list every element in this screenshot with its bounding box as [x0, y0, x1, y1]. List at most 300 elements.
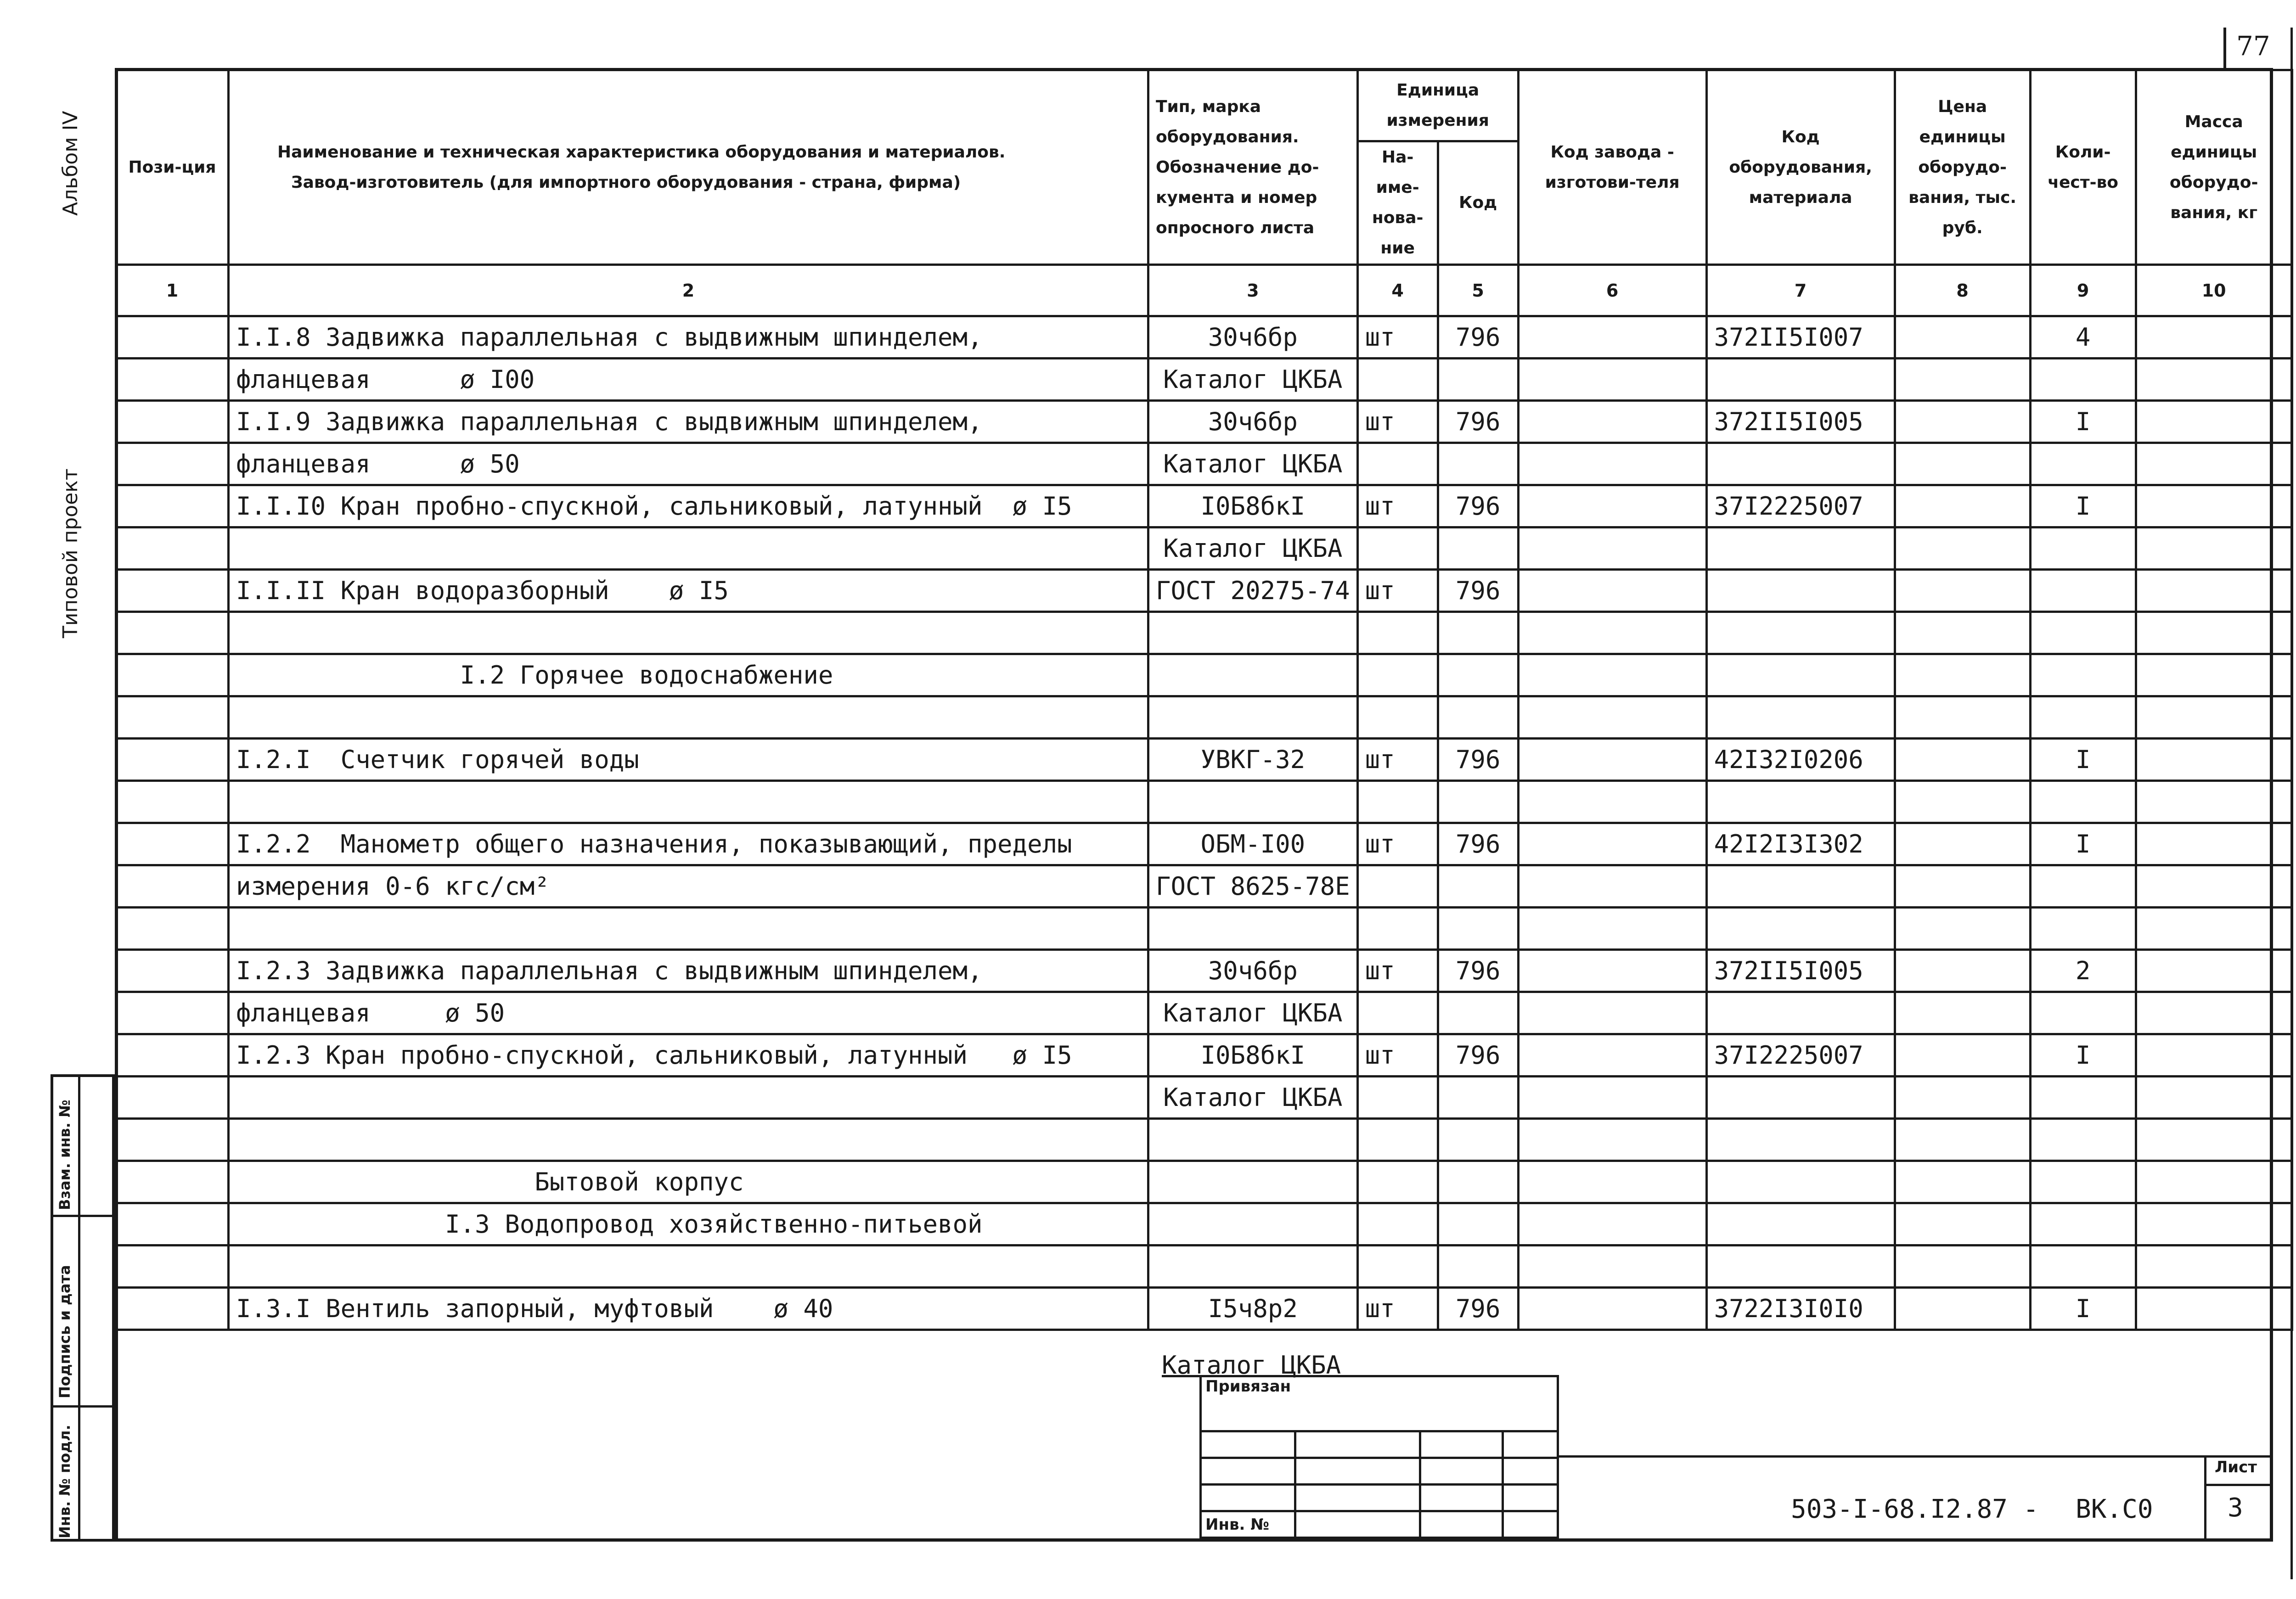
cell-qty: I: [2030, 1288, 2136, 1330]
cell-mat: [1706, 570, 1895, 612]
privyazan-label: Привязан: [1201, 1376, 1558, 1431]
cell-type: I0Б8бкI: [1148, 485, 1358, 527]
cell-type: [1148, 908, 1358, 950]
table-row: [116, 781, 2292, 823]
inv-no-label: Инв. №: [1201, 1511, 1295, 1538]
table-row: [116, 1161, 2292, 1203]
column-number-row: [116, 265, 2292, 316]
cell-name: фланцевая ø 50: [229, 443, 1148, 485]
cell-unit: шт: [1357, 401, 1438, 443]
cell-mat: 372II5I005: [1706, 401, 1895, 443]
table-row: [116, 1203, 2292, 1246]
cell-empty: [116, 527, 229, 570]
cell-qty: [2030, 654, 2136, 696]
cell-empty: [1518, 950, 1706, 992]
table-row: [116, 1077, 2292, 1119]
cell-name: I.2.I Счетчик горячей воды: [229, 739, 1148, 781]
cell-qty: I: [2030, 823, 2136, 865]
cell-code: [1438, 908, 1518, 950]
cell-unit: шт: [1357, 823, 1438, 865]
cell-unit: шт: [1357, 570, 1438, 612]
cell-mat: [1706, 992, 1895, 1034]
cell-empty: [116, 696, 229, 739]
specification-table: [115, 69, 2293, 1331]
cell-mat: [1706, 1161, 1895, 1203]
specification-body: [116, 316, 2292, 1330]
cell-mat: 3722I3I0I0: [1706, 1288, 1895, 1330]
cell-code: [1438, 443, 1518, 485]
cell-empty: [1518, 443, 1706, 485]
cell-unit: [1357, 696, 1438, 739]
cell-code: 796: [1438, 1288, 1518, 1330]
col-num-9: 9: [2030, 265, 2136, 316]
cell-type: ГОСТ 8625-78Е: [1148, 865, 1358, 908]
cell-type: Каталог ЦКБА: [1148, 992, 1358, 1034]
cell-name: I.I.II Кран водоразборный ø I5: [229, 570, 1148, 612]
project-label: Типовой проект: [59, 468, 82, 638]
table-row: [116, 527, 2292, 570]
col-num-2: 2: [229, 265, 1148, 316]
cell-unit: [1357, 781, 1438, 823]
cell-type: I5ч8р2: [1148, 1288, 1358, 1330]
cell-empty: [116, 781, 229, 823]
cell-empty: [2136, 359, 2292, 401]
header-type: Тип, марка оборудования. Обозначение до-кумента и номер опросного листа: [1148, 70, 1358, 265]
cell-empty: [1895, 485, 2030, 527]
cell-qty: I: [2030, 485, 2136, 527]
document-section: ВК.С0: [2076, 1494, 2153, 1524]
cell-type: Каталог ЦКБА: [1148, 1077, 1358, 1119]
cell-empty: [116, 443, 229, 485]
cell-empty: [116, 485, 229, 527]
cell-code: [1438, 359, 1518, 401]
cell-empty: [2136, 739, 2292, 781]
cell-empty: [1518, 316, 1706, 359]
cell-empty: [1518, 527, 1706, 570]
table-row: [116, 1246, 2292, 1288]
cell-name: I.3 Водопровод хозяйственно-питьевой: [229, 1203, 1148, 1246]
cell-empty: [2136, 1161, 2292, 1203]
table-row: [116, 316, 2292, 359]
cell-empty: [2136, 527, 2292, 570]
table-row: [116, 1119, 2292, 1161]
cell-code: 796: [1438, 739, 1518, 781]
cell-empty: [1518, 739, 1706, 781]
cell-empty: [1518, 612, 1706, 654]
cell-empty: [2136, 654, 2292, 696]
cell-mat: [1706, 1119, 1895, 1161]
cell-code: 796: [1438, 570, 1518, 612]
cell-code: [1438, 1119, 1518, 1161]
cell-unit: [1357, 359, 1438, 401]
cell-empty: [1895, 570, 2030, 612]
cell-empty: [2136, 1077, 2292, 1119]
cell-unit: [1357, 1119, 1438, 1161]
cell-empty: [116, 1077, 229, 1119]
cell-qty: [2030, 443, 2136, 485]
cell-unit: [1357, 654, 1438, 696]
cell-empty: [1895, 739, 2030, 781]
album-label: Альбом IV: [59, 111, 82, 216]
cell-empty: [116, 1119, 229, 1161]
cell-empty: [1518, 1034, 1706, 1077]
cell-code: 796: [1438, 401, 1518, 443]
cell-empty: [2136, 570, 2292, 612]
cell-unit: [1357, 527, 1438, 570]
cell-empty: [116, 612, 229, 654]
cell-mat: [1706, 1077, 1895, 1119]
header-name: [229, 70, 1148, 265]
header-row-1: [116, 70, 2292, 141]
cell-qty: I: [2030, 739, 2136, 781]
cell-empty: [2136, 781, 2292, 823]
cell-empty: [116, 992, 229, 1034]
cell-qty: [2030, 359, 2136, 401]
sign-date-label: Подпись и дата: [56, 1265, 73, 1398]
col-num-10: 10: [2136, 265, 2292, 316]
col-num-3: 3: [1148, 265, 1358, 316]
cell-mat: [1706, 696, 1895, 739]
cell-empty: [1895, 1288, 2030, 1330]
cell-empty: [1518, 570, 1706, 612]
cell-unit: [1357, 1203, 1438, 1246]
inv-podl-label: Инв. № подл.: [56, 1425, 73, 1538]
cell-empty: [116, 1034, 229, 1077]
cell-empty: [2136, 908, 2292, 950]
cell-empty: [116, 316, 229, 359]
cell-qty: [2030, 612, 2136, 654]
cell-name: фланцевая ø I00: [229, 359, 1148, 401]
cell-empty: [116, 570, 229, 612]
table-row: [116, 654, 2292, 696]
cell-name: измерения 0-6 кгс/см²: [229, 865, 1148, 908]
header-name-line1: Наименование и техническая характеристика оборудования и материалов.: [277, 142, 1006, 162]
cell-type: Каталог ЦКБА: [1148, 527, 1358, 570]
header-mass: Масса единицы оборудо-вания, кг: [2136, 70, 2292, 265]
document-code: 503-I-68.I2.87 -: [1791, 1494, 2039, 1524]
table-row: [116, 401, 2292, 443]
cell-empty: [1895, 359, 2030, 401]
cell-unit: [1357, 443, 1438, 485]
cell-name: I.2.3 Задвижка параллельная с выдвижным шпинделем,: [229, 950, 1148, 992]
cell-mat: [1706, 781, 1895, 823]
cell-empty: [2136, 950, 2292, 992]
cell-mat: 42I2I3I302: [1706, 823, 1895, 865]
cell-name: [229, 1246, 1148, 1288]
col-num-7: 7: [1706, 265, 1895, 316]
cell-code: [1438, 865, 1518, 908]
cell-empty: [1895, 612, 2030, 654]
cell-code: [1438, 612, 1518, 654]
cell-code: 796: [1438, 1034, 1518, 1077]
cell-empty: [1518, 359, 1706, 401]
cell-unit: [1357, 865, 1438, 908]
cell-mat: [1706, 654, 1895, 696]
cell-empty: [1895, 950, 2030, 992]
cell-type: Каталог ЦКБА: [1148, 359, 1358, 401]
cell-qty: [2030, 908, 2136, 950]
cell-qty: [2030, 1119, 2136, 1161]
cell-empty: [1518, 1077, 1706, 1119]
cell-name: I.I.8 Задвижка параллельная с выдвижным шпинделем,: [229, 316, 1148, 359]
cell-empty: [116, 654, 229, 696]
col-num-4: 4: [1357, 265, 1438, 316]
table-row: [116, 1034, 2292, 1077]
cell-code: [1438, 781, 1518, 823]
cell-code: [1438, 1246, 1518, 1288]
cell-empty: [1518, 696, 1706, 739]
cell-type: ОБМ-I00: [1148, 823, 1358, 865]
cell-empty: [1895, 443, 2030, 485]
cell-name: I.2 Горячее водоснабжение: [229, 654, 1148, 696]
page-number-box: [2223, 28, 2274, 69]
col-num-1: 1: [116, 265, 229, 316]
cell-unit: шт: [1357, 739, 1438, 781]
cell-empty: [1895, 527, 2030, 570]
cell-empty: [1518, 654, 1706, 696]
cell-empty: [1518, 485, 1706, 527]
sheet-label: Лист: [2215, 1458, 2257, 1476]
cell-empty: [2136, 1034, 2292, 1077]
cell-empty: [1895, 781, 2030, 823]
cell-code: [1438, 1077, 1518, 1119]
table-row: [116, 570, 2292, 612]
cell-qty: [2030, 527, 2136, 570]
table-row: [116, 823, 2292, 865]
table-row: [116, 1288, 2292, 1330]
table-row: [116, 696, 2292, 739]
cell-empty: [1895, 908, 2030, 950]
cell-empty: [1895, 696, 2030, 739]
trailing-catalog: Каталог ЦКБА: [1162, 1351, 1341, 1380]
cell-qty: [2030, 1203, 2136, 1246]
cell-name: I.I.I0 Кран пробно-спускной, сальниковый, латунный ø I5: [229, 485, 1148, 527]
cell-empty: [1895, 865, 2030, 908]
cell-type: ГОСТ 20275-74: [1148, 570, 1358, 612]
cell-name: I.3.I Вентиль запорный, муфтовый ø 40: [229, 1288, 1148, 1330]
cell-name: [229, 908, 1148, 950]
cell-empty: [2136, 1246, 2292, 1288]
cell-empty: [2136, 1119, 2292, 1161]
cell-empty: [1518, 1161, 1706, 1203]
cell-empty: [2136, 612, 2292, 654]
cell-mat: [1706, 612, 1895, 654]
cell-empty: [1895, 823, 2030, 865]
header-unit-group: Единица измерения: [1357, 70, 1518, 141]
cell-name: I.I.9 Задвижка параллельная с выдвижным шпинделем,: [229, 401, 1148, 443]
cell-name: [229, 696, 1148, 739]
cell-qty: [2030, 781, 2136, 823]
cell-qty: I: [2030, 401, 2136, 443]
cell-empty: [1518, 1119, 1706, 1161]
cell-unit: шт: [1357, 316, 1438, 359]
page-number: 77: [2236, 30, 2270, 62]
cell-type: [1148, 654, 1358, 696]
cell-empty: [1518, 865, 1706, 908]
cell-empty: [1895, 401, 2030, 443]
header-material-code: Код оборудования, материала: [1706, 70, 1895, 265]
cell-mat: [1706, 1203, 1895, 1246]
cell-empty: [116, 401, 229, 443]
sheet-box: [2204, 1455, 2273, 1542]
cell-name: [229, 1077, 1148, 1119]
title-block-line: [1557, 1455, 2273, 1458]
sheet-number: 3: [2228, 1493, 2243, 1523]
cell-empty: [2136, 696, 2292, 739]
col-num-6: 6: [1518, 265, 1706, 316]
header-unit-name: На-име-нова-ние: [1357, 141, 1438, 265]
cell-empty: [1895, 654, 2030, 696]
cell-qty: [2030, 570, 2136, 612]
cell-name: [229, 1119, 1148, 1161]
cell-mat: [1706, 443, 1895, 485]
cell-empty: [1895, 1077, 2030, 1119]
cell-empty: [2136, 1288, 2292, 1330]
cell-name: I.2.3 Кран пробно-спускной, сальниковый, латунный ø I5: [229, 1034, 1148, 1077]
cell-empty: [116, 950, 229, 992]
cell-mat: [1706, 865, 1895, 908]
cell-qty: 4: [2030, 316, 2136, 359]
inv-vzam-label: Взам. инв. №: [56, 1100, 73, 1210]
cell-unit: [1357, 1077, 1438, 1119]
cell-type: [1148, 1203, 1358, 1246]
cell-code: 796: [1438, 485, 1518, 527]
cell-empty: [2136, 485, 2292, 527]
cell-empty: [2136, 992, 2292, 1034]
cell-mat: [1706, 908, 1895, 950]
cell-type: I0Б8бкI: [1148, 1034, 1358, 1077]
header-price: Цена единицы оборудо-вания, тыс. руб.: [1895, 70, 2030, 265]
cell-empty: [1518, 781, 1706, 823]
cell-empty: [2136, 401, 2292, 443]
cell-empty: [2136, 1203, 2292, 1246]
cell-type: [1148, 1246, 1358, 1288]
binding-stamp: [1199, 1375, 1559, 1539]
cell-code: [1438, 696, 1518, 739]
cell-empty: [1518, 992, 1706, 1034]
cell-unit: [1357, 908, 1438, 950]
cell-empty: [116, 1246, 229, 1288]
cell-qty: [2030, 1161, 2136, 1203]
cell-type: [1148, 696, 1358, 739]
cell-qty: [2030, 865, 2136, 908]
cell-empty: [1895, 1119, 2030, 1161]
cell-mat: [1706, 1246, 1895, 1288]
cell-type: 30ч6бр: [1148, 950, 1358, 992]
cell-name: [229, 527, 1148, 570]
cell-code: [1438, 1161, 1518, 1203]
cell-mat: 372II5I007: [1706, 316, 1895, 359]
cell-empty: [2136, 443, 2292, 485]
cell-unit: шт: [1357, 950, 1438, 992]
cell-unit: [1357, 612, 1438, 654]
col-num-5: 5: [1438, 265, 1518, 316]
table-row: [116, 612, 2292, 654]
cell-empty: [1518, 908, 1706, 950]
cell-unit: [1357, 1246, 1438, 1288]
header-quantity: Коли-чест-во: [2030, 70, 2136, 265]
cell-type: [1148, 1119, 1358, 1161]
cell-name: I.2.2 Манометр общего назначения, показывающий, пределы: [229, 823, 1148, 865]
cell-mat: [1706, 527, 1895, 570]
table-row: [116, 443, 2292, 485]
table-row: [116, 908, 2292, 950]
cell-mat: 372II5I005: [1706, 950, 1895, 992]
cell-unit: шт: [1357, 1034, 1438, 1077]
cell-empty: [1895, 1246, 2030, 1288]
cell-mat: [1706, 359, 1895, 401]
table-row: [116, 865, 2292, 908]
cell-type: [1148, 781, 1358, 823]
cell-empty: [116, 908, 229, 950]
cell-unit: [1357, 1161, 1438, 1203]
cell-empty: [2136, 316, 2292, 359]
cell-name: Бытовой корпус: [229, 1161, 1148, 1203]
cell-type: [1148, 612, 1358, 654]
cell-empty: [1895, 992, 2030, 1034]
cell-code: 796: [1438, 950, 1518, 992]
header-unit-code: Код: [1438, 141, 1518, 265]
cell-qty: [2030, 1246, 2136, 1288]
cell-empty: [116, 359, 229, 401]
cell-unit: шт: [1357, 485, 1438, 527]
cell-qty: [2030, 696, 2136, 739]
cell-empty: [1518, 1246, 1706, 1288]
header-name-line2: Завод-изготовитель (для импортного оборудования - страна, фирма): [291, 173, 961, 192]
cell-unit: [1357, 992, 1438, 1034]
cell-empty: [116, 823, 229, 865]
table-row: [116, 739, 2292, 781]
cell-empty: [116, 865, 229, 908]
table-row: [116, 950, 2292, 992]
cell-mat: 42I32I0206: [1706, 739, 1895, 781]
cell-empty: [1895, 1203, 2030, 1246]
cell-empty: [116, 1288, 229, 1330]
cell-code: [1438, 654, 1518, 696]
cell-empty: [1895, 1034, 2030, 1077]
cell-type: УВКГ-32: [1148, 739, 1358, 781]
cell-empty: [1895, 316, 2030, 359]
cell-empty: [2136, 823, 2292, 865]
cell-code: [1438, 992, 1518, 1034]
cell-type: Каталог ЦКБА: [1148, 443, 1358, 485]
cell-empty: [1895, 1161, 2030, 1203]
cell-empty: [1518, 1288, 1706, 1330]
cell-empty: [1518, 401, 1706, 443]
cell-qty: 2: [2030, 950, 2136, 992]
cell-type: [1148, 1161, 1358, 1203]
cell-empty: [1518, 823, 1706, 865]
cell-name: фланцевая ø 50: [229, 992, 1148, 1034]
cell-mat: 37I2225007: [1706, 485, 1895, 527]
col-num-8: 8: [1895, 265, 2030, 316]
cell-empty: [1518, 1203, 1706, 1246]
cell-code: [1438, 527, 1518, 570]
table-row: [116, 485, 2292, 527]
table-row: [116, 359, 2292, 401]
cell-code: 796: [1438, 316, 1518, 359]
header-position: Пози-ция: [116, 70, 229, 265]
cell-empty: [116, 1161, 229, 1203]
cell-type: 30ч6бр: [1148, 316, 1358, 359]
cell-empty: [116, 1203, 229, 1246]
table-row: [116, 992, 2292, 1034]
cell-qty: [2030, 992, 2136, 1034]
cell-mat: 37I2225007: [1706, 1034, 1895, 1077]
cell-qty: [2030, 1077, 2136, 1119]
cell-unit: шт: [1357, 1288, 1438, 1330]
cell-name: [229, 612, 1148, 654]
